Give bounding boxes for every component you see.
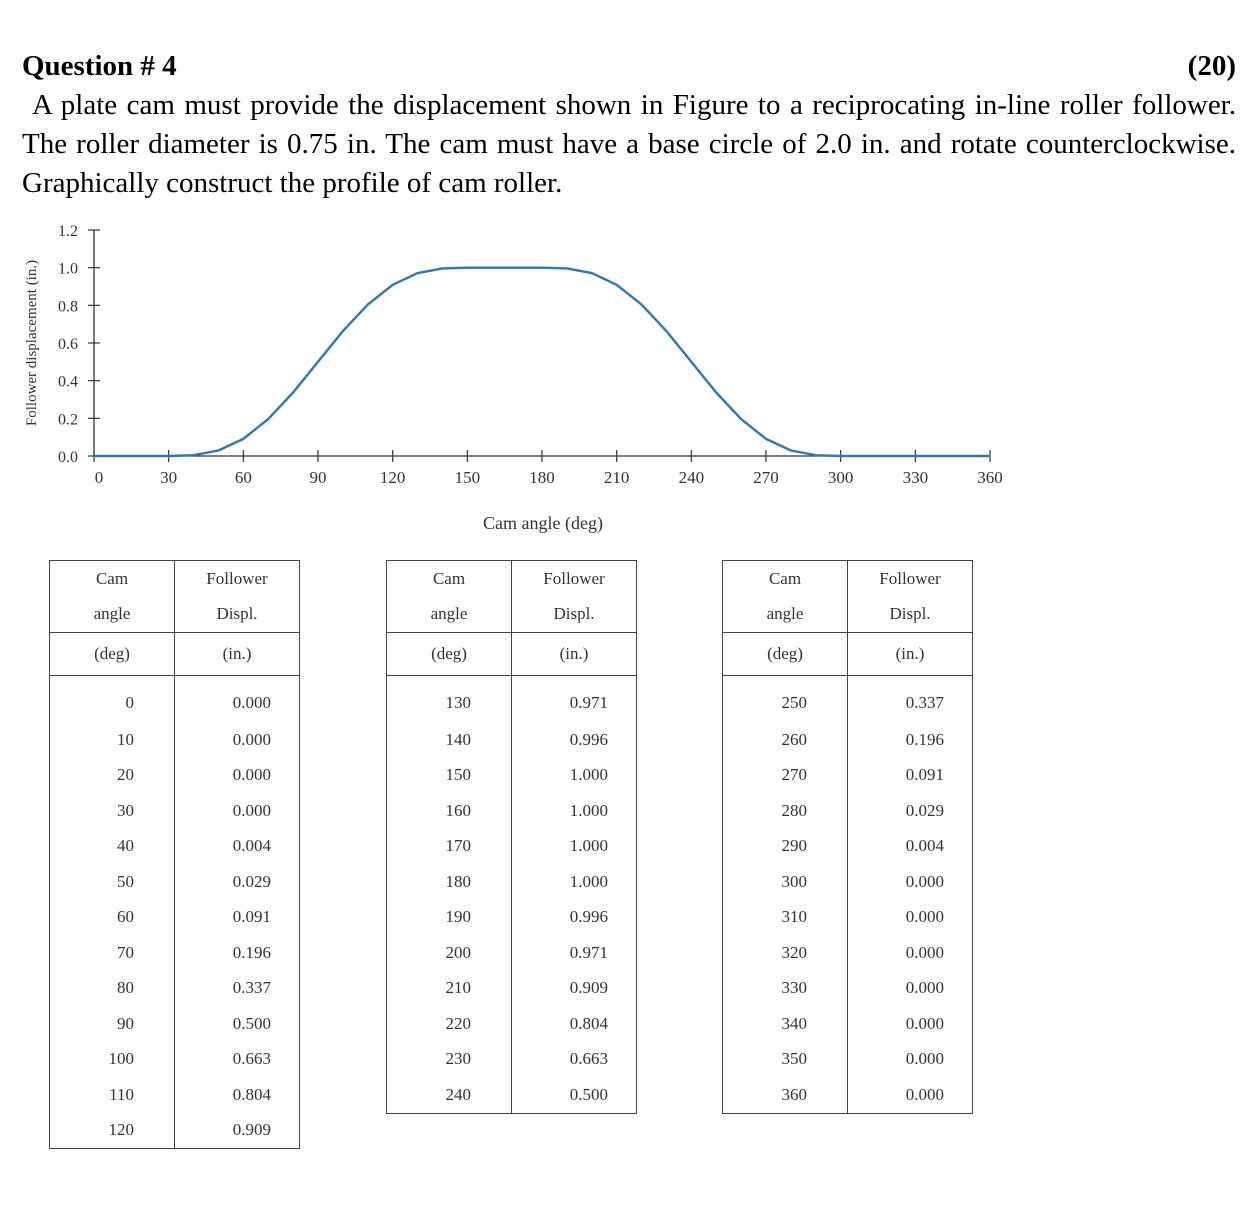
cam-angle-cell: 0 <box>50 676 175 723</box>
x-tick-label: 120 <box>379 468 406 487</box>
cam-angle-cell: 90 <box>50 1006 175 1042</box>
follower-displ-cell: 0.996 <box>512 900 637 936</box>
y-tick-label: 0.8 <box>58 298 78 316</box>
cam-angle-cell: 10 <box>50 722 175 758</box>
y-tick-label: 1.2 <box>58 223 78 240</box>
cam-angle-cell: 350 <box>723 1042 848 1078</box>
cam-angle-cell: 100 <box>50 1042 175 1078</box>
follower-displ-cell: 0.000 <box>175 793 300 829</box>
follower-displ-cell: 0.000 <box>175 758 300 794</box>
cam-angle-cell: 120 <box>50 1113 175 1149</box>
question-title: Question # 4 <box>22 50 177 82</box>
question-points: (20) <box>1187 50 1236 82</box>
follower-displ-cell: 0.091 <box>175 900 300 936</box>
x-tick-label: 240 <box>678 468 705 487</box>
header-unit-deg: (deg) <box>723 633 848 676</box>
header-unit-in: (in.) <box>512 633 637 676</box>
cam-angle-cell: 210 <box>387 971 512 1007</box>
follower-displ-cell: 0.500 <box>175 1006 300 1042</box>
x-axis-label: Cam angle (deg) <box>483 513 603 533</box>
x-tick-label: 180 <box>529 468 555 487</box>
follower-displ-cell: 0.000 <box>175 722 300 758</box>
follower-displ-cell: 1.000 <box>512 793 637 829</box>
cam-angle-cell: 300 <box>723 864 848 900</box>
cam-angle-cell: 80 <box>50 971 175 1007</box>
header-unit-deg: (deg) <box>387 633 512 676</box>
follower-displ-cell: 0.000 <box>175 676 300 723</box>
header-angle: angle <box>723 597 848 633</box>
y-tick-label: 0.0 <box>58 449 78 466</box>
x-tick-label: 360 <box>977 468 1003 487</box>
cam-angle-cell: 140 <box>387 722 512 758</box>
follower-displ-cell: 0.337 <box>848 676 973 723</box>
follower-displ-cell: 0.971 <box>512 676 637 723</box>
follower-displ-cell: 0.804 <box>512 1006 637 1042</box>
y-axis-label: Follower displacement (in.) <box>24 259 40 427</box>
cam-angle-cell: 250 <box>723 676 848 723</box>
y-tick-label: 0.4 <box>58 373 78 391</box>
cam-angle-cell: 270 <box>723 758 848 794</box>
follower-displ-cell: 0.029 <box>848 793 973 829</box>
follower-displ-cell: 1.000 <box>512 829 637 865</box>
follower-displ-cell: 0.000 <box>848 1006 973 1042</box>
x-tick-label: 270 <box>753 468 779 487</box>
header-unit-in: (in.) <box>175 633 300 676</box>
header-unit-in: (in.) <box>848 633 973 676</box>
y-tick-label: 0.2 <box>58 411 78 429</box>
follower-displ-cell: 0.971 <box>512 935 637 971</box>
y-tick-label: 0.6 <box>58 336 78 353</box>
cam-angle-cell: 330 <box>723 971 848 1007</box>
follower-displ-cell: 0.909 <box>175 1113 300 1149</box>
data-table-1 <box>49 560 300 1149</box>
cam-angle-cell: 160 <box>387 793 512 829</box>
cam-angle-cell: 170 <box>387 829 512 865</box>
cam-angle-cell: 240 <box>387 1077 512 1113</box>
follower-displ-cell: 0.029 <box>175 864 300 900</box>
header-cam: Cam <box>50 561 175 597</box>
follower-displ-cell: 0.004 <box>848 829 973 865</box>
header-angle: angle <box>387 597 512 633</box>
cam-angle-cell: 190 <box>387 900 512 936</box>
cam-angle-cell: 260 <box>723 722 848 758</box>
cam-angle-cell: 30 <box>50 793 175 829</box>
follower-displ-cell: 0.000 <box>848 864 973 900</box>
cam-angle-cell: 60 <box>50 900 175 936</box>
header-follower: Follower <box>175 561 300 597</box>
header-displ: Displ. <box>512 597 637 633</box>
cam-angle-cell: 200 <box>387 935 512 971</box>
cam-angle-cell: 20 <box>50 758 175 794</box>
x-tick-label: 30 <box>160 468 178 487</box>
cam-angle-cell: 340 <box>723 1006 848 1042</box>
data-table-2 <box>386 560 637 1114</box>
follower-displ-cell: 0.196 <box>175 935 300 971</box>
follower-displ-cell: 0.996 <box>512 722 637 758</box>
x-tick-label: 150 <box>454 468 481 487</box>
header-follower: Follower <box>512 561 637 597</box>
x-tick-label: 330 <box>902 468 929 487</box>
follower-displ-cell: 0.337 <box>175 971 300 1007</box>
follower-displ-cell: 0.000 <box>848 1077 973 1113</box>
follower-displ-cell: 0.000 <box>848 971 973 1007</box>
header-displ: Displ. <box>175 597 300 633</box>
header-unit-deg: (deg) <box>50 633 175 676</box>
cam-angle-cell: 310 <box>723 900 848 936</box>
cam-angle-cell: 50 <box>50 864 175 900</box>
follower-displ-cell: 0.909 <box>512 971 637 1007</box>
displacement-series-line <box>94 268 990 456</box>
cam-angle-cell: 220 <box>387 1006 512 1042</box>
x-tick-label: 60 <box>234 468 252 487</box>
data-table-3 <box>722 560 973 1114</box>
follower-displ-cell: 0.091 <box>848 758 973 794</box>
follower-displ-cell: 0.196 <box>848 722 973 758</box>
header-cam: Cam <box>387 561 512 597</box>
cam-angle-cell: 280 <box>723 793 848 829</box>
follower-displ-cell: 1.000 <box>512 864 637 900</box>
follower-displ-cell: 0.500 <box>512 1077 637 1113</box>
x-tick-label: 300 <box>827 468 854 487</box>
follower-displ-cell: 0.000 <box>848 1042 973 1078</box>
cam-angle-cell: 110 <box>50 1077 175 1113</box>
cam-angle-cell: 320 <box>723 935 848 971</box>
header-displ: Displ. <box>848 597 973 633</box>
follower-displ-cell: 0.663 <box>175 1042 300 1078</box>
question-body: A plate cam must provide the displacement shown in Figure to a reciprocating in-line roller follower. The roller diameter is 0.75 in. The cam must have a base circle of 2.0 in. and rotate counterclockwise. Graphically construct the profile of cam roller. <box>22 89 1236 199</box>
x-tick-label: 210 <box>603 468 630 487</box>
cam-angle-cell: 150 <box>387 758 512 794</box>
header-follower: Follower <box>848 561 973 597</box>
follower-displ-cell: 1.000 <box>512 758 637 794</box>
follower-displ-cell: 0.804 <box>175 1077 300 1113</box>
x-tick-label: 0 <box>94 468 104 487</box>
cam-angle-cell: 40 <box>50 829 175 865</box>
follower-displ-cell: 0.000 <box>848 935 973 971</box>
cam-angle-cell: 130 <box>387 676 512 723</box>
cam-angle-cell: 230 <box>387 1042 512 1078</box>
follower-displ-cell: 0.004 <box>175 829 300 865</box>
header-cam: Cam <box>723 561 848 597</box>
y-tick-label: 1.0 <box>58 260 78 278</box>
x-tick-label: 90 <box>309 468 327 487</box>
displacement-chart <box>0 215 1242 545</box>
cam-angle-cell: 70 <box>50 935 175 971</box>
follower-displ-cell: 0.000 <box>848 900 973 936</box>
header-angle: angle <box>50 597 175 633</box>
follower-displ-cell: 0.663 <box>512 1042 637 1078</box>
cam-angle-cell: 180 <box>387 864 512 900</box>
cam-angle-cell: 290 <box>723 829 848 865</box>
cam-angle-cell: 360 <box>723 1077 848 1113</box>
